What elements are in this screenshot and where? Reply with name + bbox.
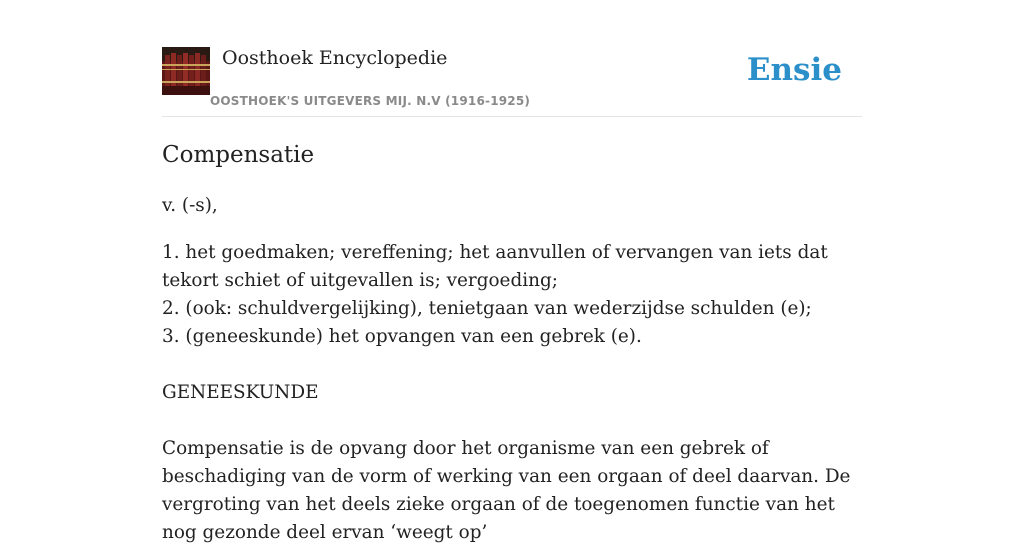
body-paragraph: Compensatie is de opvang door het organisme van een gebrek of beschadiging van de vorm of werking van een orgaan of deel daarvan. De vergroting van het deels zieke orgaan of de toegenomen functie van het nog gezonde deel ervan ‘weegt op’ [162, 438, 851, 543]
publisher-label: OOSTHOEK'S UITGEVERS MIJ. N.V (1916-1925) [210, 94, 531, 108]
section-heading: GENEESKUNDE [162, 382, 319, 403]
grammar-note: v. (-s), [162, 195, 218, 216]
definition-3: 3. (geneeskunde) het opvangen van een gebrek (e). [162, 326, 642, 347]
book-spines-icon [162, 47, 210, 95]
site-header [162, 0, 862, 117]
article-body [162, 192, 862, 547]
site-avatar[interactable] [162, 47, 210, 95]
definition-2: 2. (ook: schuldvergelijking), tenietgaan van wederzijdse schulden (e); [162, 298, 812, 319]
ensie-logo[interactable]: Ensie [746, 52, 842, 88]
article-title: Compensatie [162, 142, 315, 168]
definition-1: 1. het goedmaken; vereffening; het aanvullen of vervangen van iets dat tekort schiet of uitgevallen is; vergoeding; [162, 242, 828, 291]
site-name[interactable]: Oosthoek Encyclopedie [222, 47, 448, 69]
page [162, 0, 862, 543]
